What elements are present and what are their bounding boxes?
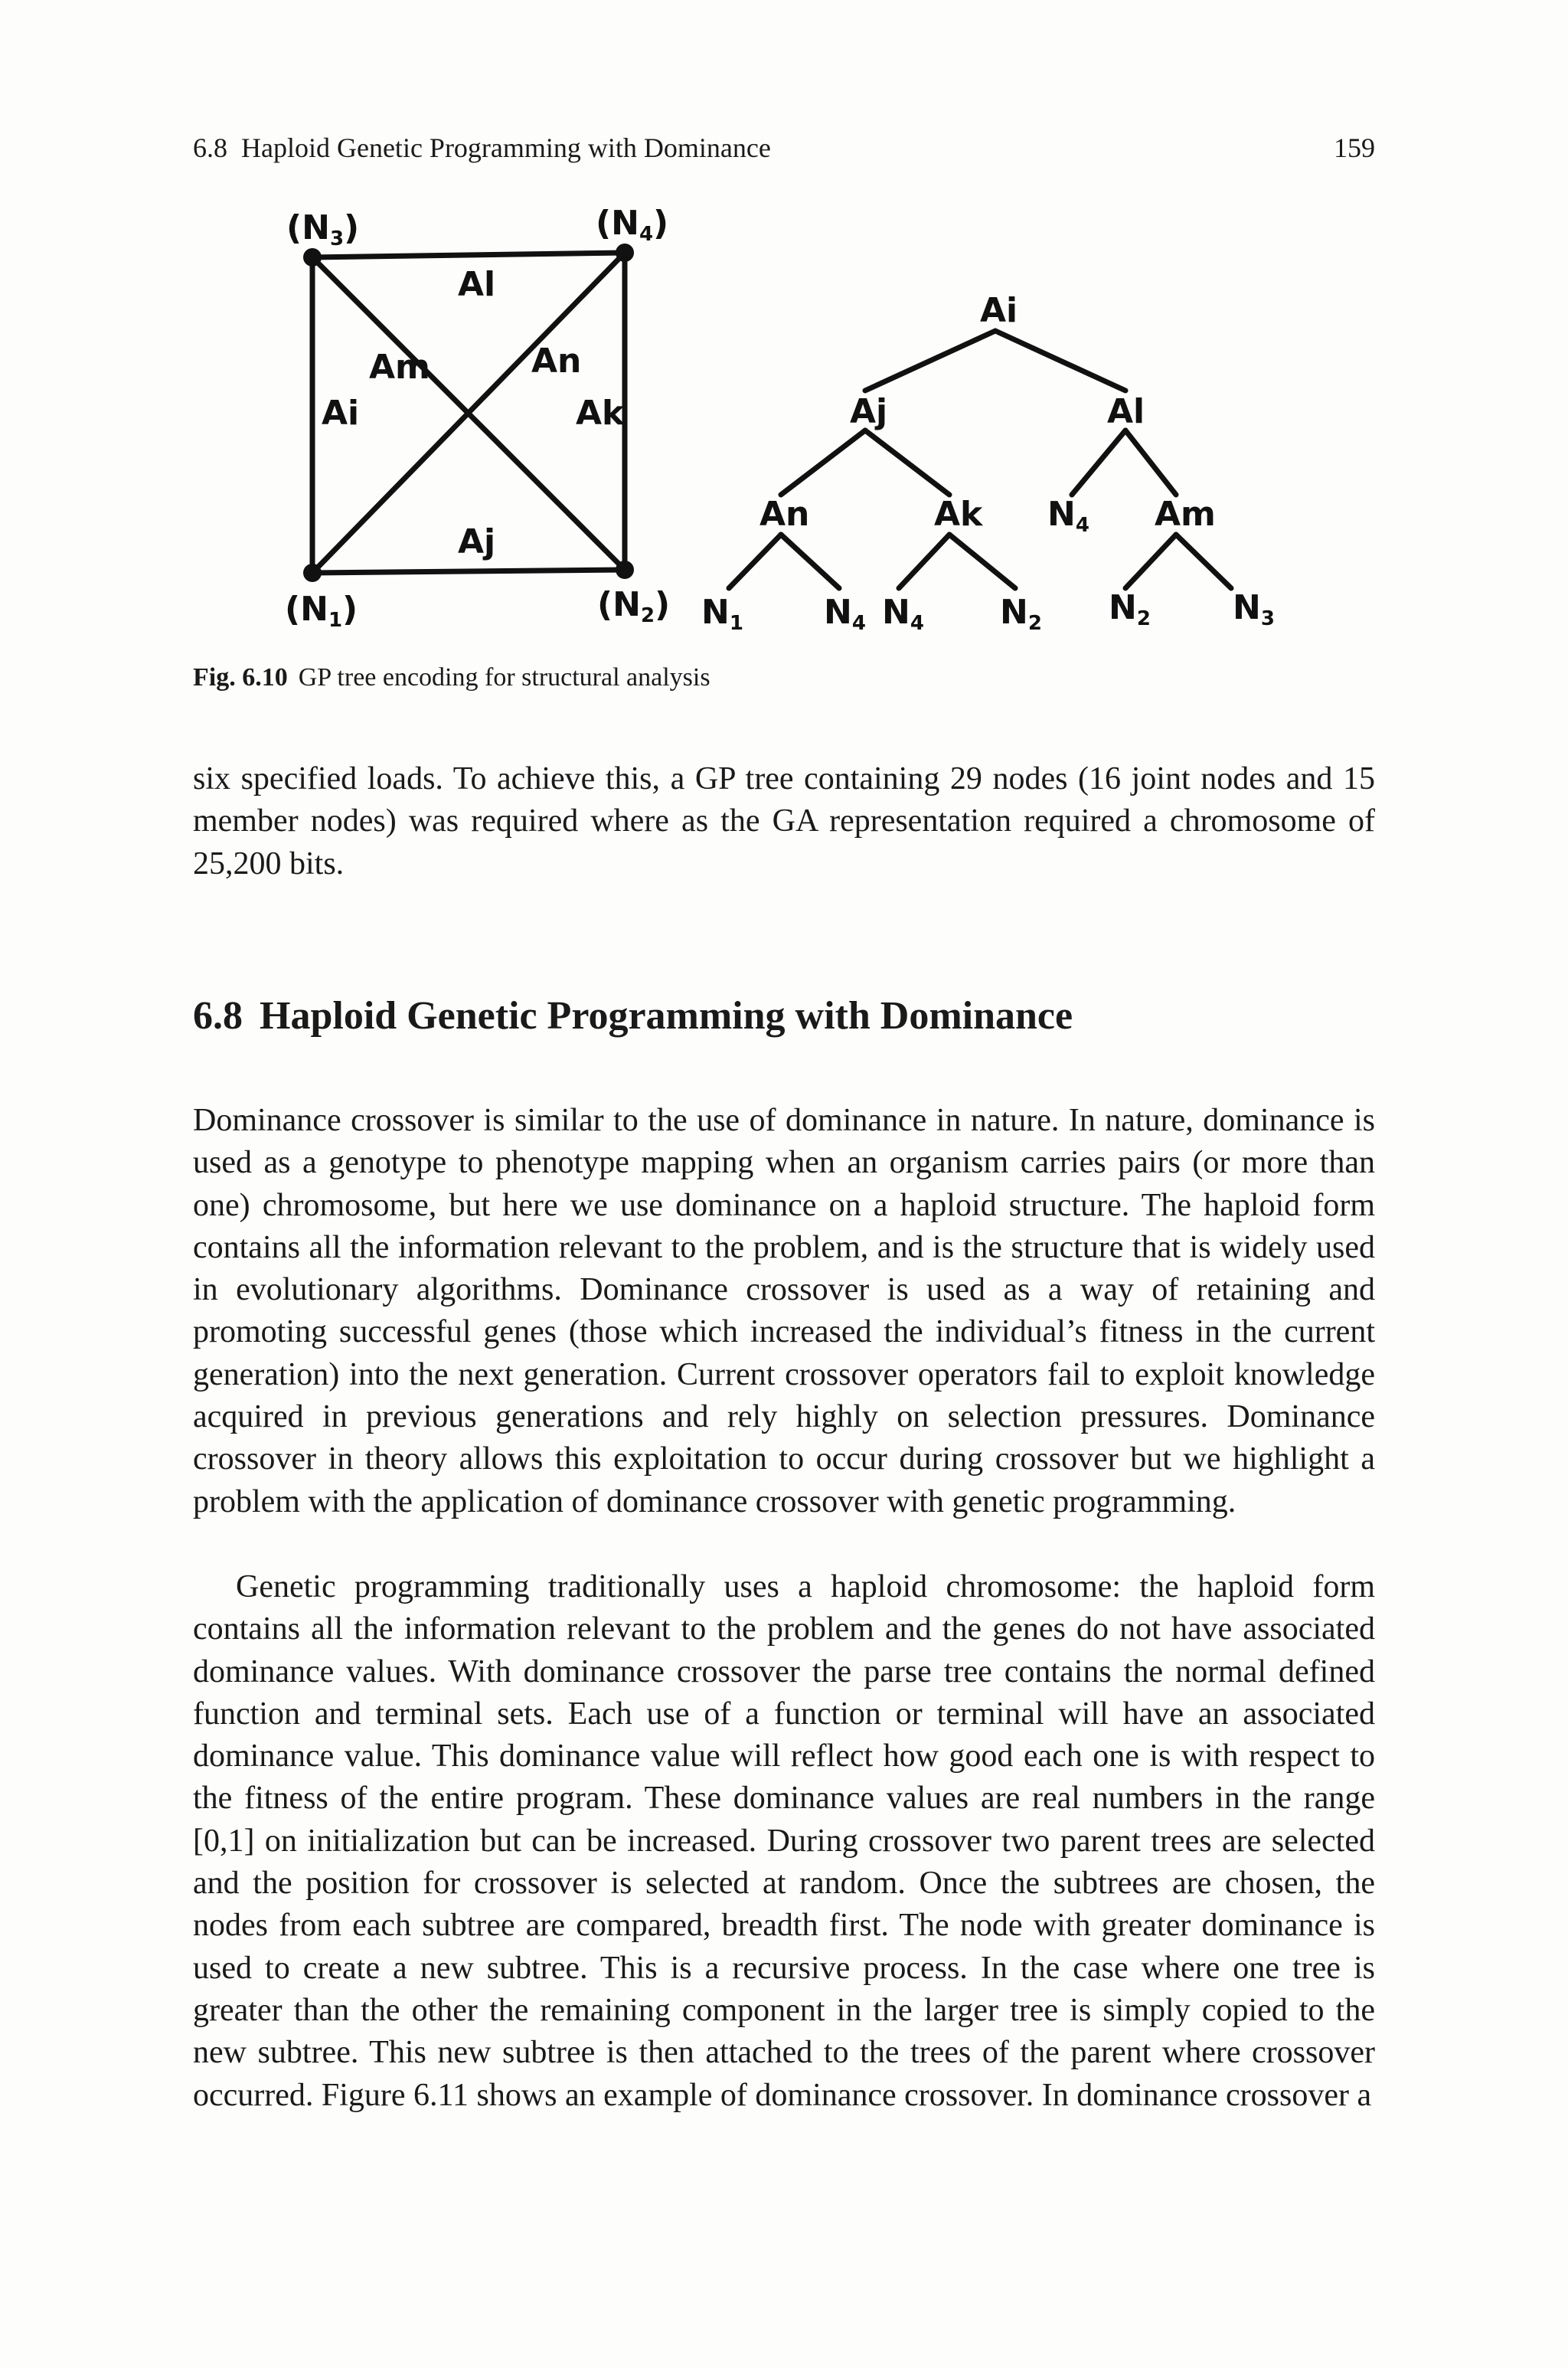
label-n4: (N4) xyxy=(596,204,669,246)
tree-edge-root-right xyxy=(995,331,1125,391)
label-edge-right: Ak xyxy=(576,394,625,433)
label-edge-left: Ai xyxy=(322,394,360,433)
paragraph-3: Genetic programming traditionally uses a haploid chromosome: the haploid form contains all the information relevant to the problem and the genes do not have associated dominance values. With dominance crossover the parse tree contains the normal defined function and terminal sets. Each use of a function or terminal will have an associated dominance value. This dominance value will reflect how good each one is with respect to the fitness of the entire program. These dominance values are real numbers in the range [0,1] on initialization but can be increased. During crossover two parent trees are selected and the position for crossover is selected at random. Once the subtrees are chosen, the nodes from each subtree are compared, breadth first. The node with greater dominance is used to create a new subtree. This is a recursive process. In the case where one tree is greater than the other the remaining component in the larger tree is simply copied to the new subtree. This new subtree is then attached to the trees of the parent where crossover occurred. Figure 6.11 shows an example of dominance crossover. In dominance crossover a xyxy=(193,1569,1375,2113)
tree-edge-left-ll xyxy=(781,430,865,495)
tree-edge-ll-leaf2 xyxy=(781,535,839,588)
tree-node-rl: N4 xyxy=(1047,495,1089,537)
gp-tree xyxy=(701,291,1275,635)
tree-node-ll: An xyxy=(760,495,810,534)
label-diagonal-left: Am xyxy=(369,348,430,387)
tree-edge-root-left xyxy=(865,331,995,391)
tree-node-right: Al xyxy=(1107,392,1145,431)
tree-node-lr: Ak xyxy=(934,495,983,534)
tree-leaf-4: N2 xyxy=(1000,593,1042,635)
figure-caption xyxy=(193,659,1375,697)
tree-edge-right-rr xyxy=(1125,430,1176,495)
tree-leaf-1: N1 xyxy=(701,593,743,635)
tree-node-root: Ai xyxy=(980,291,1018,330)
caption-text: GP tree encoding for structural analysis xyxy=(298,663,710,692)
tree-node-left: Aj xyxy=(850,392,888,431)
tree-edge-rr-leaf6 xyxy=(1176,535,1231,588)
paragraph-1: six specified loads. To achieve this, a GP tree containing 29 nodes (16 joint nodes and 15 member nodes) was required where as the GA representation required a chromosome of 25,200 bits. xyxy=(193,761,1375,881)
caption-label: Fig. 6.10 xyxy=(193,663,288,692)
section-number: 6.8 xyxy=(193,994,243,1038)
tree-edge-left-lr xyxy=(865,430,949,495)
page-number: 159 xyxy=(1334,132,1375,163)
tree-leaf-3: N4 xyxy=(882,593,924,635)
graph-node-n4 xyxy=(616,244,634,262)
graph-node-n1 xyxy=(303,564,322,582)
tree-edge-ll-leaf1 xyxy=(729,535,781,588)
figure-6-10 xyxy=(260,201,1286,645)
tree-edge-rr-leaf5 xyxy=(1125,535,1176,588)
tree-edge-lr-leaf3 xyxy=(899,535,949,588)
label-n3: (N3) xyxy=(286,208,360,250)
tree-leaf-5: N2 xyxy=(1109,588,1151,630)
tree-leaf-2: N4 xyxy=(824,593,866,635)
graph-edge-bottom xyxy=(312,570,625,573)
tree-edge-right-rl xyxy=(1072,430,1125,495)
paragraph-2: Dominance crossover is similar to the use of dominance in nature. In nature, dominance is used as a genotype to phenotype mapping when an organism carries pairs (or more than one) chromosome, but here we use dominance on a haploid structure. The haploid form contains all the information relevant to the problem, and is the structure that is widely used in evolutionary algorithms. Dominance crossover is used as a way of retaining and promoting successful genes (those which increased the individual’s fitness in the current generation) into the next generation. Current crossover operators fail to exploit knowledge acquired in previous generations and rely highly on selection pressures. Dominance crossover in theory allows this exploitation to occur during crossover but we highlight a problem with the application of dominance crossover with genetic programming. xyxy=(193,1103,1375,1519)
running-head-section: 6.8 Haploid Genetic Programming with Dominance xyxy=(193,132,771,163)
graph-node-n3 xyxy=(303,248,322,267)
tree-leaf-6: N3 xyxy=(1233,588,1275,630)
label-diagonal-right: An xyxy=(531,342,582,381)
label-n1: (N1) xyxy=(285,590,358,632)
graph-node-n2 xyxy=(616,561,634,579)
section-title: Haploid Genetic Programming with Dominance xyxy=(260,994,1073,1038)
label-n2: (N2) xyxy=(597,585,671,627)
label-edge-top: Al xyxy=(458,265,496,304)
section-heading xyxy=(193,989,1375,1043)
graph-edge-top xyxy=(312,253,625,257)
structure-graph xyxy=(285,204,670,632)
label-edge-bottom: Aj xyxy=(458,522,496,561)
tree-node-rr: Am xyxy=(1155,495,1216,534)
running-head xyxy=(193,129,1375,167)
tree-edge-lr-leaf4 xyxy=(949,535,1015,588)
